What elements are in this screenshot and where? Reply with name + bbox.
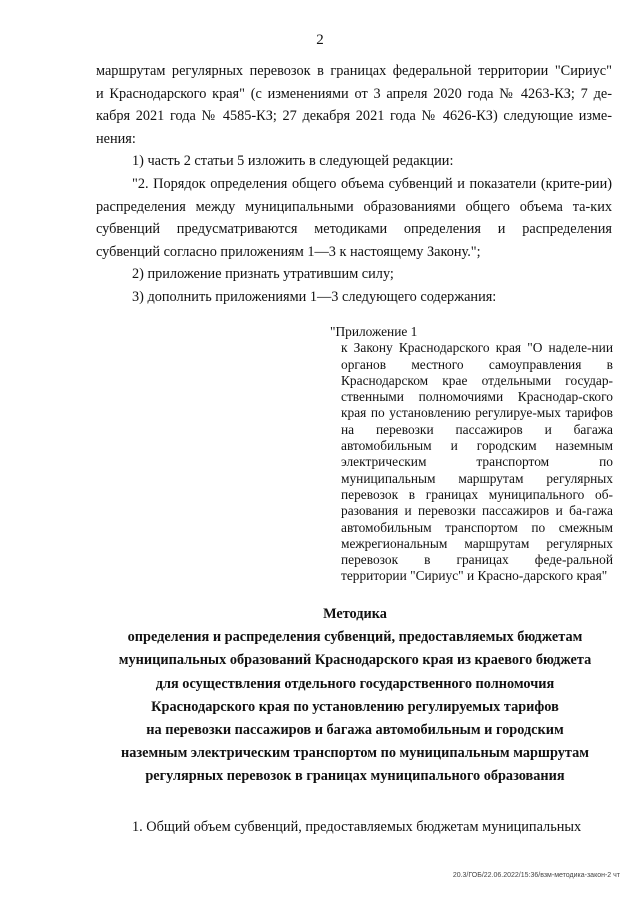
amendment-item-1: 1) часть 2 статьи 5 изложить в следующей редакции: [132, 153, 454, 170]
title-line: определения и распределения субвенций, предоставляемых бюджетам [127, 629, 583, 646]
title-line: наземным электрическим транспортом по муниципальным маршрутам [120, 745, 589, 762]
appendix-title: "Приложение 1 [330, 324, 418, 339]
appendix-reference: к Закону Краснодарского края "О наделе-нии органов местного самоуправления в Краснодарском крае отдельными государ-ственными полномочиями Краснодар-ского края по установлению регулируе-мых тарифов на перевозки пассажиров и багажа автомобильным и городским наземным электрическим транспортом по муниципальным маршрутам регулярных перевозок в границах муниципального об-разования и перевозки пассажиров и ба-гажа автомобильным транспортом по смежным межрегиональным маршрутам регулярных перевозок в границах феде-ральной территории "Сириус" и Красно-дарского края" [341, 340, 613, 584]
amendment-quote: "2. Порядок определения общего объема субвенций и показатели (крите-рии) распределения между муниципальными образованиями общего объема та-ких субвенций предусматриваются методиками определения и распределения субвенций согласно приложениям 1—3 к настоящему Закону."; [96, 175, 612, 260]
title-line: Краснодарского края по установлению регулируемых тарифов [151, 698, 559, 715]
title-line: регулярных перевозок в границах муниципального образования [145, 768, 565, 785]
amendment-item-2: 2) приложение признать утратившим силу; [132, 266, 394, 283]
appendix-header [330, 324, 613, 585]
page-number: 2 [316, 32, 324, 48]
intro-line: маршрутам регулярных перевозок в границах федеральной территории "Сириус" [96, 63, 612, 79]
section-1-text: 1. Общий объем субвенций, предоставляемых бюджетам муниципальных [132, 819, 582, 835]
intro-line: и Краснодарского края" (с изменениями от 3 апреля 2020 года № 4263-КЗ; 7 де- [96, 85, 612, 102]
title-line: для осуществления отдельного государственного полномочия [155, 675, 555, 692]
title-line: Методика [323, 606, 387, 622]
methodology-title [70, 603, 640, 789]
section-1 [96, 816, 612, 839]
intro-line: нения: [96, 130, 136, 147]
title-line: муниципальных образований Краснодарского края из краевого бюджета [118, 652, 592, 669]
law-amendment-text [96, 60, 612, 309]
intro-line: кабря 2021 года № 4585-КЗ; 27 декабря 2021 года № 4626-КЗ) следующие изме- [96, 108, 612, 125]
amendment-item-3: 3) дополнить приложениями 1—3 следующего содержания: [132, 288, 497, 305]
title-line: на перевозки пассажиров и багажа автомобильным и городским [146, 722, 564, 739]
document-footer: 20.3/ГОБ/22.06.2022/15:36/взм-методика-закон-2 чт [452, 872, 620, 879]
